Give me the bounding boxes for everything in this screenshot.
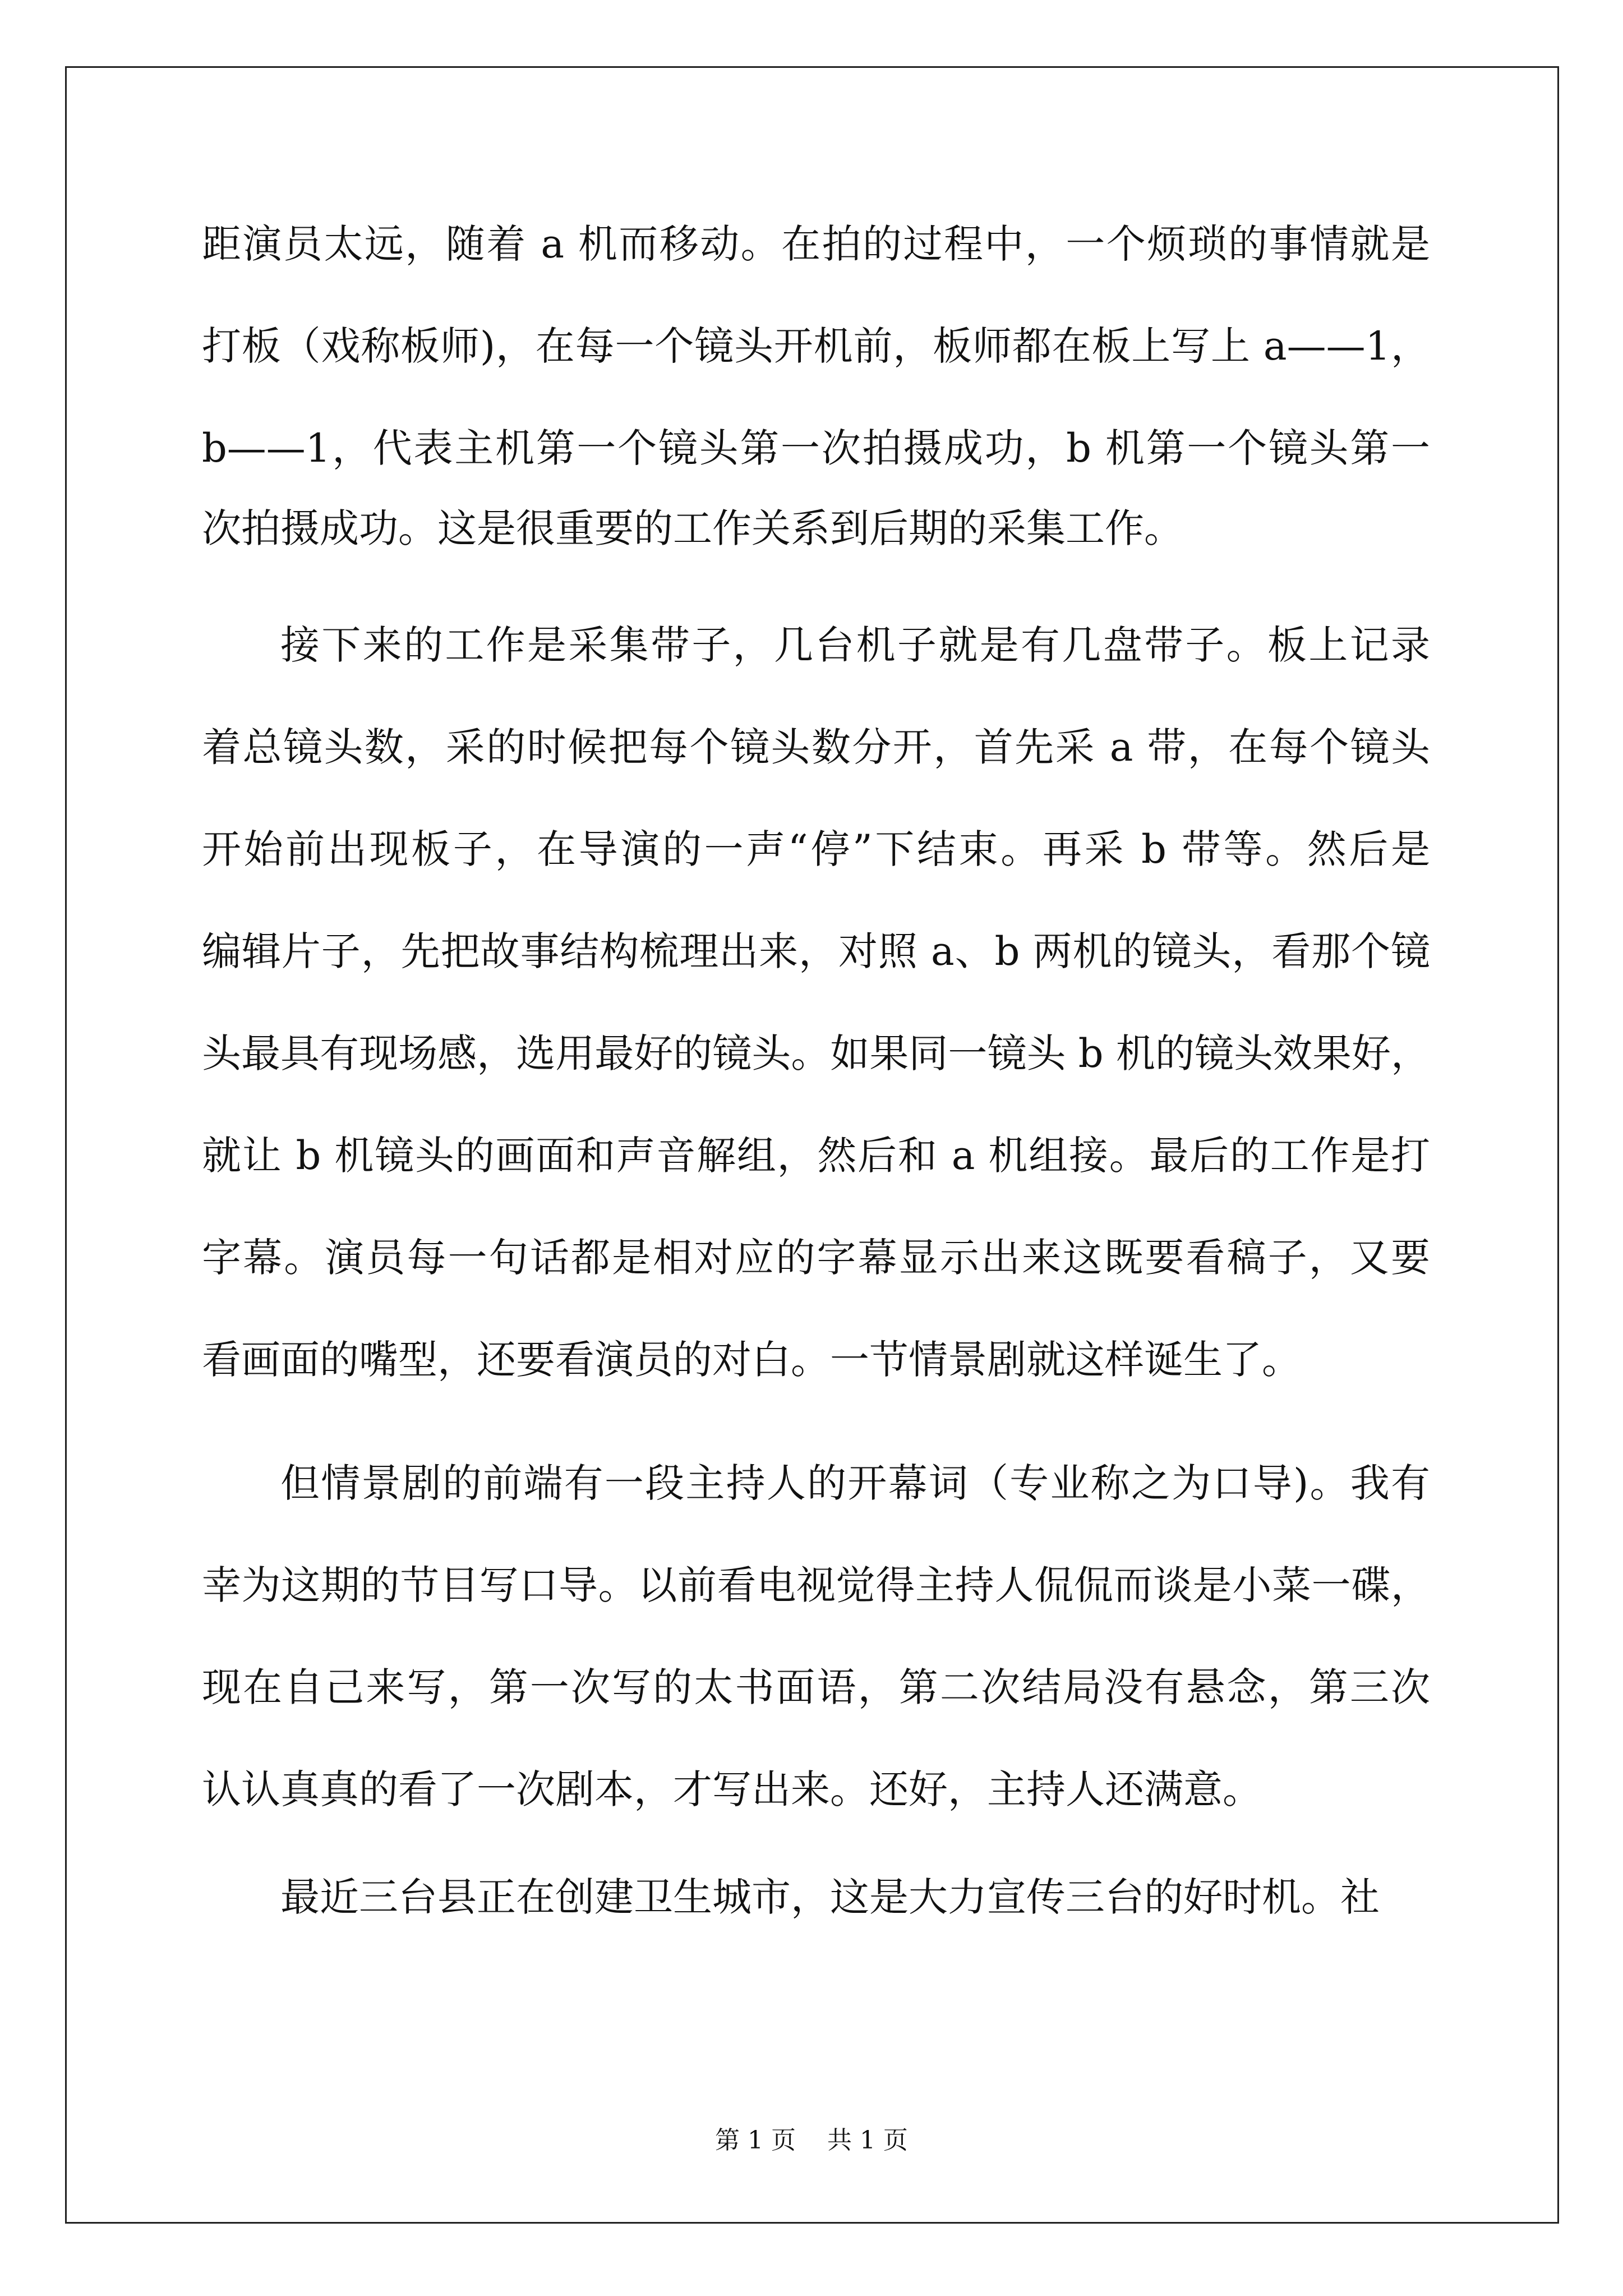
text-line: 认认真真的看了一次剧本，才写出来。还好，主持人还满意。: [202, 1766, 1262, 1812]
paragraph-first-line: 最近三台县正在创建卫生城市，这是大力宣传三台的好时机。社: [280, 1874, 1380, 1920]
text-line: 次拍摄成功。这是很重要的工作关系到后期的采集工作。: [202, 505, 1183, 551]
text-line: 现在自己来写，第一次写的太书面语，第二次结局没有悬念，第三次: [202, 1664, 1430, 1710]
text-line: 头最具有现场感，选用最好的镜头。如果同一镜头 b 机的镜头效果好，: [202, 1030, 1430, 1076]
text-line: 着总镜头数，采的时候把每个镜头数分开，首先采 a 带，在每个镜头: [202, 724, 1430, 770]
paragraph-first-line: 接下来的工作是采集带子，几台机子就是有几盘带子。板上记录: [280, 622, 1430, 668]
text-line: 开始前出现板子，在导演的一声“停”下结束。再采 b 带等。然后是: [202, 826, 1430, 872]
text-line: 打板（戏称板师)，在每一个镜头开机前，板师都在板上写上 a——1，: [202, 323, 1430, 369]
text-line: 编辑片子，先把故事结构梳理出来，对照 a、b 两机的镜头，看那个镜: [202, 928, 1430, 974]
text-line: b——1，代表主机第一个镜头第一次拍摄成功，b 机第一个镜头第一: [202, 425, 1430, 471]
text-line: 就让 b 机镜头的画面和声音解组，然后和 a 机组接。最后的工作是打: [202, 1133, 1430, 1179]
text-line: 看画面的嘴型，还要看演员的对白。一节情景剧就这样诞生了。: [202, 1337, 1301, 1383]
paragraph-first-line: 但情景剧的前端有一段主持人的开幕词（专业称之为口导)。我有: [280, 1460, 1430, 1506]
page-number-footer: 第 1 页 共 1 页: [715, 2126, 908, 2155]
text-line: 幸为这期的节目写口导。以前看电视觉得主持人侃侃而谈是小菜一碟，: [202, 1562, 1430, 1608]
text-line: 距演员太远，随着 a 机而移动。在拍的过程中，一个烦琐的事情就是: [202, 221, 1430, 267]
text-line: 字幕。演员每一句话都是相对应的字幕显示出来这既要看稿子，又要: [202, 1235, 1430, 1281]
